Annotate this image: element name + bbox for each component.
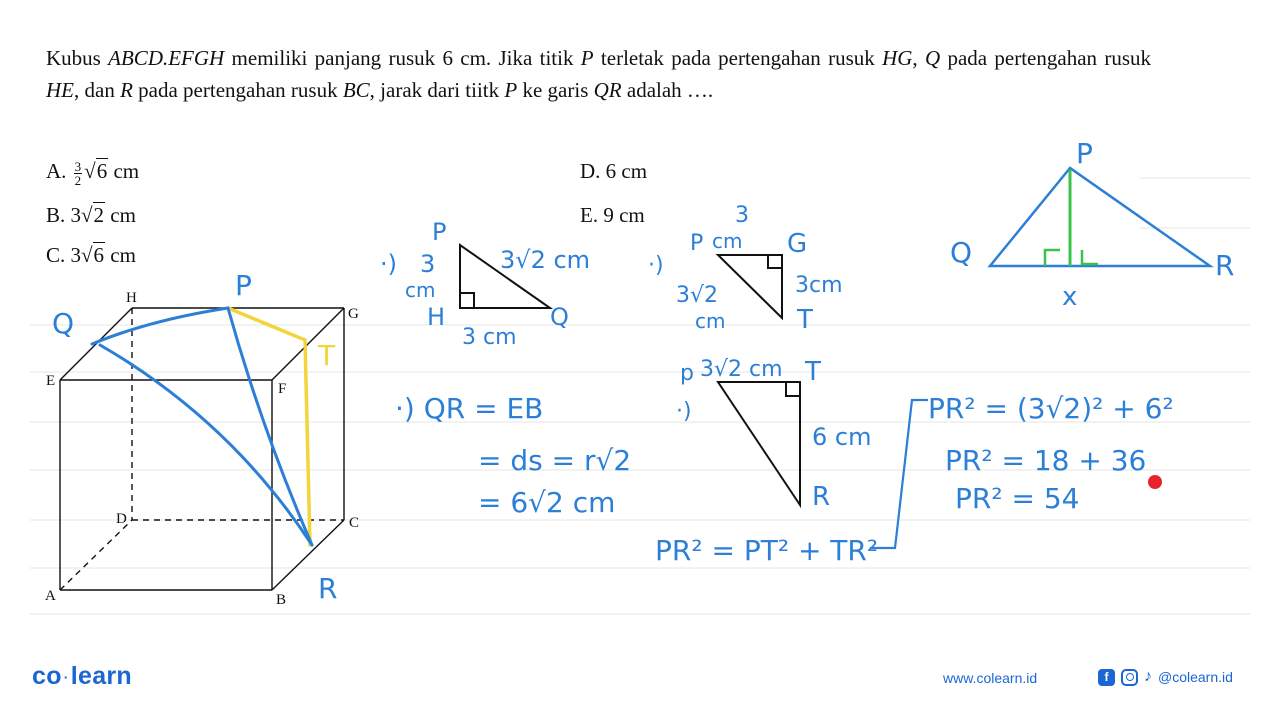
hw-tri-r: R — [1215, 249, 1235, 282]
line-pr — [228, 308, 312, 545]
logo-part: co — [32, 662, 62, 690]
logo-dot: · — [63, 669, 69, 686]
hw-calc-1: PR² = (3√2)² + 6² — [928, 392, 1174, 425]
hw-base: 3 cm — [462, 325, 517, 350]
hw-tri-q: Q — [950, 236, 973, 269]
triangle-pgt-labels — [648, 203, 843, 335]
hw-arrow: ·) — [648, 253, 664, 278]
pr-calculation — [928, 392, 1174, 515]
question-part: terletak pada pertengahan rusuk — [593, 46, 883, 70]
question-part: , jarak dari tiitk — [369, 78, 505, 102]
vertex-a: A — [45, 588, 56, 604]
line-qr: QR — [593, 78, 622, 102]
radicand: 6 — [93, 243, 105, 267]
line-qp — [92, 308, 228, 344]
triangle-pqr-labels — [950, 137, 1234, 312]
coefficient: 3 — [70, 243, 82, 267]
hw-top: 3 — [735, 203, 749, 228]
hw-qr-1: ·) QR = EB — [395, 392, 544, 425]
hw-q: Q — [550, 303, 569, 331]
hw-pythagoras: PR² = PT² + TR² — [655, 534, 879, 567]
hw-qr-3: = 6√2 cm — [478, 486, 616, 519]
hw-p: p — [680, 361, 694, 386]
option-letter: B. — [46, 203, 66, 227]
radicand: 2 — [93, 203, 105, 227]
unit: cm — [108, 159, 140, 183]
hw-cube-t: T — [318, 339, 336, 372]
radicand: 6 — [96, 159, 108, 183]
option-d[interactable]: D. 6 cm — [580, 159, 648, 183]
question-part: adalah …. — [621, 78, 714, 102]
blue-construction — [92, 308, 312, 545]
hw-t: T — [805, 357, 821, 387]
facebook-icon[interactable]: f — [1098, 669, 1115, 686]
hw-top: 3√2 cm — [700, 357, 783, 382]
unit: cm — [105, 243, 136, 267]
tiktok-icon[interactable]: ♪ — [1144, 668, 1152, 685]
question-part: , dan — [74, 78, 121, 102]
point-p: P — [580, 46, 594, 70]
vertex-c: C — [349, 515, 360, 531]
question-part: memiliki panjang rusuk 6 cm. Jika titik — [224, 46, 581, 70]
vertex-h: H — [126, 290, 137, 306]
point-q: Q — [924, 46, 941, 70]
fraction-denominator: 2 — [74, 172, 82, 188]
point-p: P — [504, 78, 518, 102]
hw-p: P — [690, 231, 704, 256]
unit: cm — [105, 203, 136, 227]
hw-side: 3cm — [795, 273, 843, 298]
hw-cube-r: R — [318, 572, 338, 605]
hw-hyp-cm: cm — [695, 309, 726, 333]
option-letter: A. — [46, 159, 67, 183]
vertex-d: D — [116, 511, 127, 527]
question-part: , — [912, 46, 925, 70]
triangle-ptr-labels — [676, 357, 871, 512]
question-part: Kubus — [46, 46, 109, 70]
cube-vertex-labels — [45, 290, 359, 608]
hw-top-cm: cm — [712, 229, 743, 253]
edge-hg: HG — [882, 46, 913, 70]
question-part: pada pertengahan rusuk — [940, 46, 1151, 70]
cube-handwriting — [52, 269, 337, 605]
point-r: R — [120, 78, 133, 102]
sqrt-symbol: √ — [84, 159, 96, 183]
social-handle[interactable]: @colearn.id — [1158, 669, 1233, 685]
triangle-pgt — [718, 255, 782, 318]
option-e[interactable]: E. 9 cm — [580, 203, 645, 227]
sqrt-symbol: √ — [81, 203, 93, 227]
question-part: pada pertengahan rusuk — [132, 78, 343, 102]
triangle-pqr — [990, 168, 1210, 266]
vertex-e: E — [46, 373, 56, 389]
hw-side-3: 3 — [420, 250, 436, 278]
hw-calc-3: PR² = 54 — [955, 482, 1080, 515]
hw-cm: cm — [405, 278, 436, 302]
hw-calc-2: PR² = 18 + 36 — [945, 444, 1147, 477]
edge-he: HE — [46, 78, 74, 102]
qr-computation — [395, 392, 631, 519]
social-links — [1098, 668, 1233, 686]
triangle-ptr — [718, 382, 800, 505]
red-pointer-dot — [1148, 475, 1162, 489]
hw-arrow: ·) — [676, 399, 692, 424]
hw-tri-p: P — [1076, 137, 1093, 170]
hw-h: H — [427, 303, 446, 331]
coefficient: 3 — [70, 203, 82, 227]
hw-side: 6 cm — [812, 423, 872, 451]
hw-g: G — [787, 229, 808, 259]
hw-p: P — [432, 218, 447, 246]
hw-cube-q: Q — [52, 307, 75, 340]
sqrt-symbol: √ — [81, 243, 93, 267]
fraction-numerator: 3 — [74, 158, 82, 174]
vertex-f: F — [278, 381, 287, 397]
vertex-g: G — [348, 306, 359, 322]
website-link[interactable]: www.colearn.id — [943, 670, 1038, 686]
hw-cube-p: P — [235, 269, 252, 302]
edge-bc: BC — [342, 78, 370, 102]
triangle-phq-labels — [380, 218, 590, 350]
hw-t: T — [797, 305, 813, 335]
logo-part: learn — [70, 662, 133, 690]
hw-hyp: 3√2 — [676, 283, 719, 308]
vertex-b: B — [276, 592, 287, 608]
cube-name: ABCD.EFGH — [108, 46, 225, 70]
cube — [60, 308, 344, 590]
option-letter: C. — [46, 243, 66, 267]
hw-r: R — [812, 482, 831, 512]
hw-hyp: 3√2 cm — [500, 246, 591, 274]
question-part: ke garis — [517, 78, 594, 102]
instagram-icon[interactable] — [1121, 669, 1138, 686]
hw-qr-2: = ds = r√2 — [478, 444, 632, 477]
edge-ad — [60, 520, 132, 590]
hw-arrow: ·) — [380, 250, 397, 278]
colearn-logo — [32, 662, 132, 691]
hw-tri-x: x — [1062, 282, 1078, 312]
